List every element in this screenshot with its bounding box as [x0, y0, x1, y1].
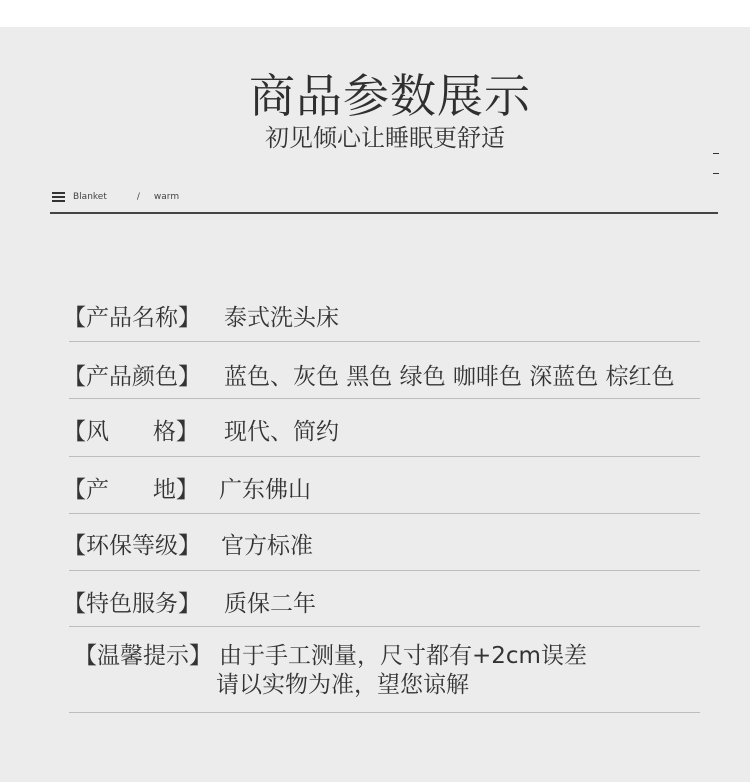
menu-icon[interactable]	[52, 192, 65, 203]
spec-value: 官方标准	[221, 533, 313, 559]
row-divider	[69, 341, 700, 342]
row-divider	[69, 513, 700, 514]
spec-label: 【产品颜色】	[63, 364, 201, 390]
row-divider	[69, 456, 700, 457]
spec-label: 【产 地】	[63, 477, 199, 503]
header-divider	[50, 212, 718, 214]
row-divider	[69, 398, 700, 399]
notice-line-2: 请以实物为准，望您谅解	[216, 672, 469, 698]
spec-label: 【环保等级】	[63, 533, 201, 559]
spec-label: 【产品名称】	[63, 305, 201, 331]
spec-label: 【特色服务】	[63, 591, 201, 617]
spec-value: 广东佛山	[219, 477, 311, 503]
spec-value: 泰式洗头床	[224, 305, 339, 331]
spec-label: 【风 格】	[63, 419, 199, 445]
row-divider	[69, 626, 700, 627]
breadcrumb-separator: /	[136, 192, 140, 202]
notice-line-1: 由于手工测量，尺寸都有+2cm误差	[219, 643, 587, 669]
page-title: 商品参数展示	[249, 69, 531, 123]
spec-value: 现代、简约	[224, 419, 339, 445]
decorative-dash	[713, 173, 719, 174]
spec-value: 质保二年	[224, 591, 316, 617]
spec-value: 蓝色、灰色 黑色 绿色 咖啡色 深蓝色 棕红色	[224, 364, 675, 390]
breadcrumb	[52, 189, 179, 205]
row-divider	[69, 570, 700, 571]
page-subtitle: 初见倾心让睡眠更舒适	[265, 124, 505, 152]
breadcrumb-item-warm[interactable]: warm	[153, 192, 180, 202]
row-divider	[69, 712, 700, 713]
breadcrumb-item-blanket[interactable]: Blanket	[73, 192, 107, 202]
spec-label: 【温馨提示】	[74, 643, 212, 669]
decorative-dash	[713, 153, 719, 154]
